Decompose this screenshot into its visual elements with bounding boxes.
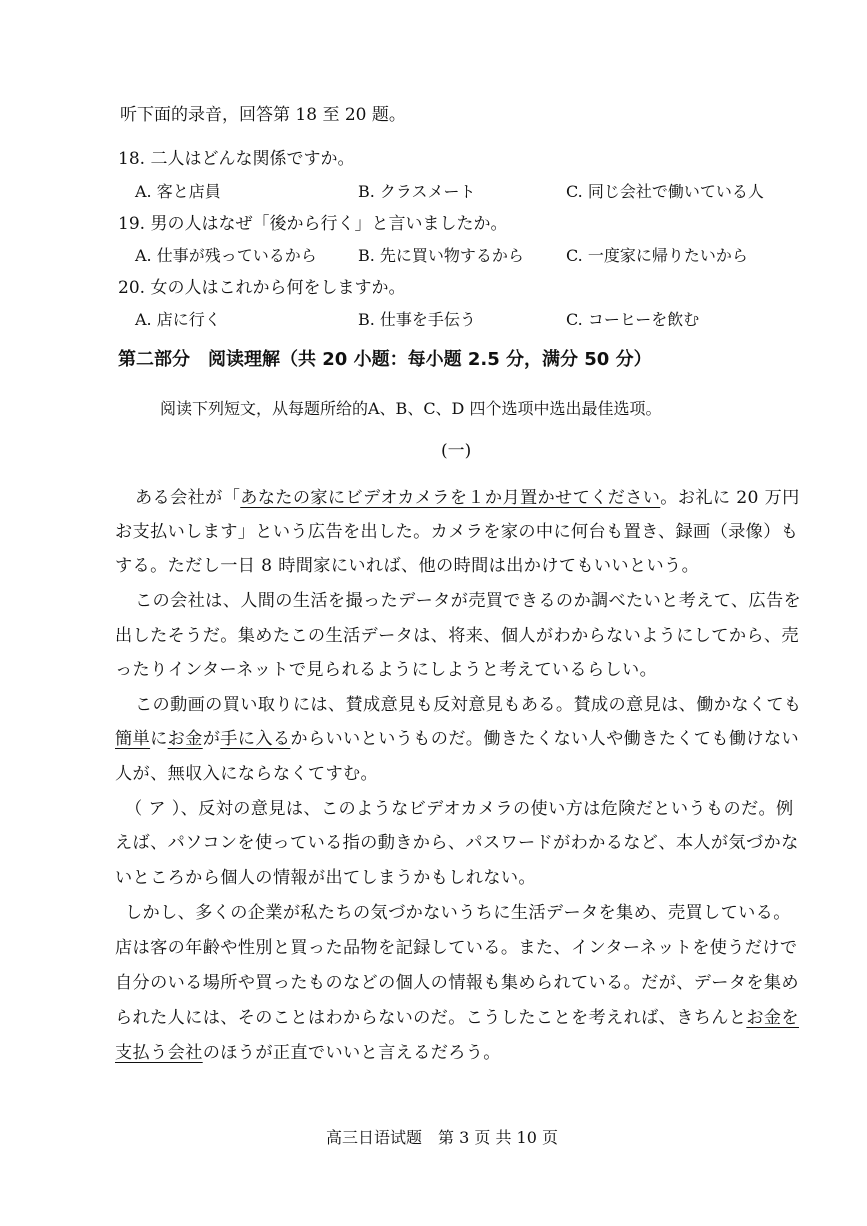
underlined-phrase: お金を: [746, 1008, 799, 1028]
passage-text: からいいというものだ。働きたくない人や働きたくても働けない: [290, 729, 799, 749]
underlined-phrase: 手に入る: [220, 729, 291, 749]
question-19-option-a: A. 仕事が残っているから: [135, 246, 317, 265]
passage-p4-line1: （ ア ）、反対の意見は、このようなビデオカメラの使い方は危険だというものだ。例: [125, 799, 794, 819]
question-19-stem: 19. 男の人はなぜ「後から行く」と言いましたか。: [118, 214, 508, 234]
page-footer: 高三日语试题 第 3 页 共 10 页: [326, 1128, 558, 1147]
passage-p3-line2: [115, 728, 799, 750]
passage-p5-line5: [115, 1042, 795, 1064]
part2-heading: 第二部分 阅读理解（共 20 小题：每小题 2.5 分，满分 50 分）: [118, 349, 652, 370]
passage-p5-line4: [115, 1007, 799, 1029]
listening-instruction: 听下面的录音，回答第 18 至 20 题。: [120, 105, 406, 125]
passage-p5-line3: 自分のいる場所や買ったものなどの個人の情報も集められている。だが、データを集め: [115, 973, 799, 993]
passage-p5-line2: 店は客の年齢や性別と買った品物を記録している。また、インターネットを使うだけで: [115, 938, 798, 958]
passage-p1-line3: する。ただし一日 8 時間家にいれば、他の時間は出かけてもいいという。: [115, 556, 700, 576]
question-20-option-a: A. 店に行く: [135, 310, 221, 329]
question-19-option-c: C. 一度家に帰りたいから: [566, 246, 748, 265]
passage-text: 。お礼に 20 万円: [660, 488, 800, 508]
passage-p3-line3: 人が、無収入にならなくてすむ。: [115, 764, 379, 784]
question-18-option-c: C. 同じ会社で働いている人: [566, 182, 764, 201]
passage-p2-line1: この会社は、人間の生活を撮ったデータが売買できるのか調べたいと考えて、広告を: [135, 591, 802, 611]
question-20-option-c: C. コーヒーを飲む: [566, 310, 700, 329]
passage-p3-line1: この動画の買い取りには、賛成意見も反対意見もある。賛成の意見は、働かなくても: [135, 695, 802, 715]
underlined-phrase: あなたの家にビデオカメラを１か月置かせてください: [240, 488, 661, 508]
passage-p4-line3: いところから個人の情報が出てしまうかもしれない。: [115, 868, 536, 888]
passage-text: が: [202, 729, 221, 749]
underlined-phrase: 簡単: [115, 729, 151, 749]
passage-text: られた人には、そのことはわからないのだ。こうしたことを考えれば、きちんと: [115, 1008, 747, 1028]
passage-text: のほうが正直でいいと言えるだろう。: [202, 1043, 501, 1063]
question-19-option-b: B. 先に買い物するから: [358, 246, 524, 265]
passage-p4-line2: えば、パソコンを使っている指の動きから、パスワードがわかるなど、本人が気づかな: [115, 833, 799, 853]
part2-instruction: 阅读下列短文，从每题所给的A、B、C、D 四个选项中选出最佳选项。: [160, 399, 662, 418]
question-18-option-a: A. 客と店員: [135, 182, 221, 201]
underlined-phrase: 支払う会社: [115, 1043, 203, 1063]
passage-text: に: [150, 729, 168, 749]
question-18-option-b: B. クラスメート: [358, 182, 476, 201]
passage-p1-line2: お支払いします」という広告を出した。カメラを家の中に何台も置き、録画（录像）も: [115, 522, 799, 542]
passage-p2-line3: ったりインターネットで見られるようにしようと考えているらしい。: [115, 660, 658, 680]
passage-text: ある会社が「: [135, 488, 241, 508]
underlined-phrase: お金: [167, 729, 203, 749]
passage-p5-line1: しかし、多くの企業が私たちの気づかないうちに生活データを集め、売買している。: [125, 903, 791, 923]
passage-p1-line1: [135, 487, 800, 509]
question-20-option-b: B. 仕事を手伝う: [358, 310, 476, 329]
question-18-stem: 18. 二人はどんな関係ですか。: [118, 149, 355, 169]
question-20-stem: 20. 女の人はこれから何をしますか。: [118, 278, 406, 298]
passage-p2-line2: 出したそうだ。集めたこの生活データは、将来、個人がわからないようにしてから、売: [115, 626, 799, 646]
section-mark: (一): [441, 441, 472, 461]
